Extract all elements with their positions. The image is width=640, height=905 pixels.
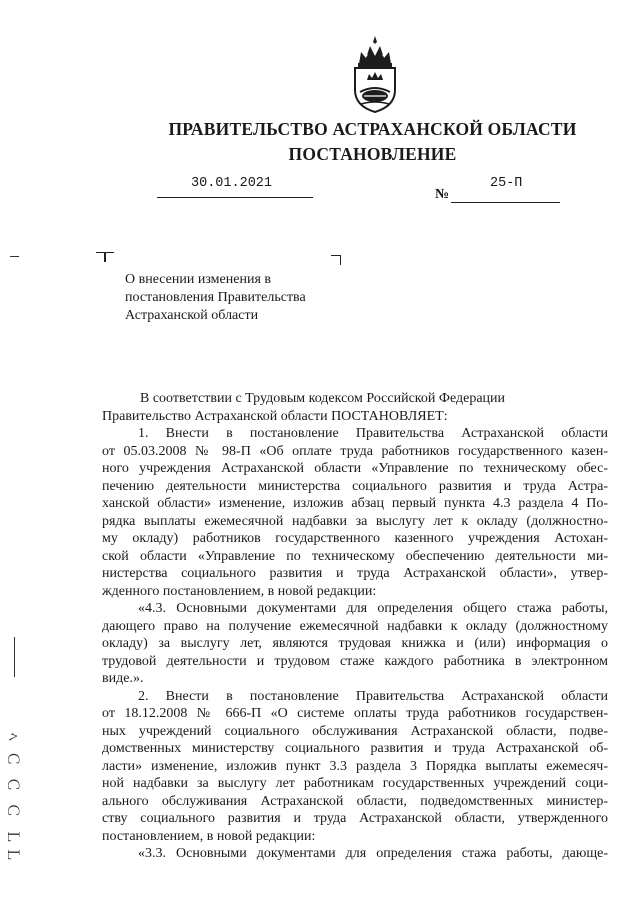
body-line: дающего право на получение ежемесячной надбавки к окладу (должностному bbox=[102, 618, 608, 634]
body-line: 1. Внести в постановление Правительства Астраханской области bbox=[138, 426, 608, 441]
side-stamp-text: ﾍ Ｃ Ｃ Ｃ ＬＬ bbox=[4, 733, 22, 865]
subject-bracket-right bbox=[331, 255, 341, 265]
subject-line: Астраханской области bbox=[125, 308, 259, 323]
number-sign: № bbox=[435, 187, 450, 202]
decree-body bbox=[102, 390, 608, 863]
body-line: В соответствии с Трудовым кодексом Российской Федерации bbox=[140, 391, 506, 406]
body-line: окладу) за выслугу лет, являются трудовая книжка и (или) информация о bbox=[102, 636, 608, 651]
body-line: от 05.03.2008 № 98-П «Об оплате труда работников государственного казен- bbox=[102, 443, 608, 459]
body-line: ству социального развития и труда Астраханской области, утвержденного bbox=[102, 811, 608, 826]
subject-bracket-left-b bbox=[104, 252, 114, 262]
body-line: жденного постановлением, в новой редакции: bbox=[102, 583, 377, 599]
body-line: ной надбавки за выслугу лет работникам государственных учреждений соци- bbox=[102, 776, 608, 791]
body-line: рядка выплаты ежемесячной надбавки за выслугу лет к окладу (должностно- bbox=[102, 513, 608, 529]
side-registration-stamp bbox=[2, 733, 26, 903]
body-line: домственных министерству социального развития и труда Астраханской об- bbox=[102, 741, 608, 756]
body-line: ального обслуживания Астраханской области, подведомственных министер- bbox=[102, 793, 608, 809]
decree-date: 30.01.2021 bbox=[191, 176, 273, 191]
subject-line: О внесении изменения в bbox=[125, 272, 271, 287]
body-line: 2. Внести в постановление Правительства Астраханской области bbox=[138, 688, 608, 704]
body-line: от 18.12.2008 № 666-П «О системе оплаты труда работников государствен- bbox=[102, 706, 608, 721]
body-line: постановлением, в новой редакции: bbox=[102, 828, 316, 844]
decree-number: 25-П bbox=[490, 176, 523, 191]
body-line: «3.3. Основными документами для определения стажа работы, дающе- bbox=[138, 846, 608, 861]
body-line: ской области «Управление по техническому обеспечению деятельности ми- bbox=[102, 548, 608, 564]
body-line: «4.3. Основными документами для определения общего стажа работы, bbox=[138, 601, 608, 616]
body-line: нистерства социального развития и труда Астраханской области», утвер- bbox=[102, 566, 608, 581]
body-line: печению деятельности министерства социального развития и труда Астра- bbox=[102, 478, 608, 494]
government-name: ПРАВИТЕЛЬСТВО АСТРАХАНСКОЙ ОБЛАСТИ bbox=[168, 119, 577, 139]
body-line: виде.». bbox=[102, 671, 144, 686]
coat-of-arms-icon bbox=[349, 34, 401, 114]
body-line: ного учреждения Астраханской области «Управление по техническому обес- bbox=[102, 461, 608, 476]
document-type: ПОСТАНОВЛЕНИЕ bbox=[288, 144, 457, 164]
subject-line: постановления Правительства bbox=[125, 290, 306, 305]
margin-mark bbox=[14, 637, 15, 677]
decree-subject bbox=[125, 271, 355, 325]
body-line: му окладу) работников государственного казенного учреждения Астохан- bbox=[102, 531, 608, 546]
margin-mark bbox=[10, 256, 19, 257]
body-line: ласти» изменение, изложив пункт 3.3 раздела 3 Порядка выплаты ежемесяч- bbox=[102, 758, 608, 774]
body-line: ных учреждений социального обслуживания Астраханской области, подве- bbox=[102, 723, 608, 739]
body-line: трудовой деятельности и трудовом стаже каждого работника в электронном bbox=[102, 653, 608, 669]
number-underline bbox=[451, 202, 560, 203]
body-line: Правительство Астраханской области ПОСТАНОВЛЯЕТ: bbox=[102, 408, 448, 424]
body-line: ханской области» изменение, изложив абзац первый пункта 4.3 раздела 4 По- bbox=[102, 496, 608, 511]
date-underline bbox=[157, 197, 313, 198]
